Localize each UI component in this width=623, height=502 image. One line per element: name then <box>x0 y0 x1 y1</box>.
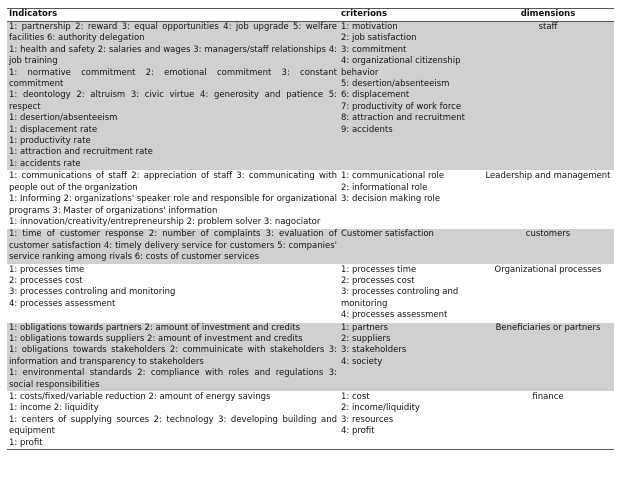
indicator-line: 1: income 2: liquidity <box>9 403 99 414</box>
header-indicators: Indicators <box>7 9 339 22</box>
indicator-line: 1: deontology 2: altruism 3: civic virtue 4: generosity and patience 5: respect <box>9 90 337 112</box>
table-row <box>7 22 614 171</box>
criterion-line: 9: accidents <box>341 124 393 135</box>
criterion-line: 2: processes cost <box>341 275 415 286</box>
criterion-line: 3: resources <box>341 414 394 425</box>
table-header-row <box>7 9 614 22</box>
indicator-line: 1: profit <box>9 437 43 448</box>
dimension-cell: Leadership and management <box>482 171 614 229</box>
indicator-line: 1: health and safety 2: salaries and wages 3: managers/staff relationships 4: job training <box>9 44 337 67</box>
dimension-cell: Beneficiaries or partners <box>482 322 614 391</box>
criterions-cell <box>339 229 482 264</box>
indicators-cell <box>7 22 339 171</box>
criterion-line: 2: suppliers <box>341 333 391 344</box>
indicator-line: 1: obligations towards suppliers 2: amount of investment and credits <box>9 333 303 344</box>
criterion-line: 1: cost <box>341 392 370 402</box>
indicator-line: 4: processes assessment <box>9 298 116 309</box>
indicator-line: 1: innovation/creativity/entrepreneurship 2: problem solver 3: nagociator <box>9 216 321 227</box>
criterion-line: 2: income/liquidity <box>341 403 420 414</box>
indicator-line: 2: processes cost <box>9 275 83 286</box>
indicator-line: 1: processes time <box>9 264 85 275</box>
criterion-line: 3: commitment <box>341 44 407 55</box>
indicator-line: 1: attraction and recruitment rate <box>9 147 153 158</box>
criterion-line: 1: motivation <box>341 22 398 32</box>
criterion-line: 1: processes time <box>341 264 417 275</box>
indicator-line: 1: costs/fixed/variable reduction 2: amount of energy savings <box>9 392 271 402</box>
indicator-line: 1: communications of staff 2: appreciation of staff 3: communicating with people out of the organization <box>9 171 337 193</box>
indicator-line: 1: productivity rate <box>9 136 91 147</box>
criterion-line: 3: processes controling and monitoring <box>341 287 459 309</box>
criterions-cell <box>339 22 482 171</box>
dimension-cell: customers <box>482 229 614 264</box>
criterions-cell <box>339 322 482 391</box>
indicator-line: 1: time of customer response 2: number of complaints 3: evaluation of customer satisfaction 4: timely delivery service for customers 5: companies' service ranking among rivals 6: costs of customer services <box>9 229 337 263</box>
indicator-line: 1: centers of supplying sources 2: technology 3: developing building and equipment <box>9 414 337 437</box>
criterion-line: 4: society <box>341 356 383 367</box>
indicators-cell <box>7 322 339 391</box>
indicators-cell <box>7 171 339 229</box>
indicator-line: 1: accidents rate <box>9 158 81 169</box>
table-row <box>7 171 614 229</box>
dimension-cell: finance <box>482 392 614 450</box>
indicator-line: 1: environmental standards 2: compliance with roles and regulations 3: social responsibilities <box>9 368 337 390</box>
indicator-line: 1: obligations towards partners 2: amount of investment and credits <box>9 322 301 333</box>
criterion-line: 3: stakeholders <box>341 345 407 356</box>
table-row <box>7 392 614 450</box>
indicator-line: 1: Informing 2: organizations' speaker role and responsible for organizational programs 3: Master of organizations' information <box>9 194 337 216</box>
indicators-table <box>7 8 614 450</box>
indicators-cell <box>7 229 339 264</box>
indicator-line: 1: obligations towards stakeholders 2: commuinicate with stakeholders 3: information and transparency to stakeholders <box>9 345 337 367</box>
criterion-line: Customer satisfaction <box>341 229 434 240</box>
indicator-line: 1: desertion/absenteeism <box>9 113 118 124</box>
table-row <box>7 229 614 264</box>
header-dimensions: dimensions <box>482 9 614 22</box>
criterion-line: 4: profit <box>341 426 375 437</box>
criterion-line: 1: partners <box>341 322 388 333</box>
criterion-line: 4: organizational citizenship behavior <box>341 56 461 78</box>
indicator-line: 3: processes controling and monitoring <box>9 287 176 298</box>
criterions-cell <box>339 392 482 450</box>
table-row <box>7 264 614 322</box>
header-criterions: criterions <box>339 9 482 22</box>
criterion-line: 5: desertion/absenteeism <box>341 79 450 90</box>
criterion-line: 7: productivity of work force <box>341 101 462 112</box>
criterion-line: 6: displacement <box>341 90 410 101</box>
indicator-line: 1: partnership 2: reward 3: equal opportunities 4: job upgrade 5: welfare facilities 6: authority delegation <box>9 22 337 44</box>
criterions-cell <box>339 171 482 229</box>
criterion-line: 1: communicational role <box>341 171 445 182</box>
indicator-line: 1: displacement rate <box>9 124 98 135</box>
criterion-line: 2: job satisfaction <box>341 33 417 44</box>
criterion-line: 8: attraction and recruitment <box>341 113 465 124</box>
indicator-line: 1: normative commitment 2: emotional commitment 3: constant commitment <box>9 67 337 90</box>
indicators-cell <box>7 392 339 450</box>
criterion-line: 4: processes assessment <box>341 310 448 321</box>
dimension-cell: Organizational processes <box>482 264 614 322</box>
criterions-cell <box>339 264 482 322</box>
dimension-cell: staff <box>482 22 614 171</box>
criterion-line: 2: informational role <box>341 182 428 193</box>
indicators-cell <box>7 264 339 322</box>
table-row <box>7 322 614 391</box>
criterion-line: 3: decision making role <box>341 194 441 205</box>
